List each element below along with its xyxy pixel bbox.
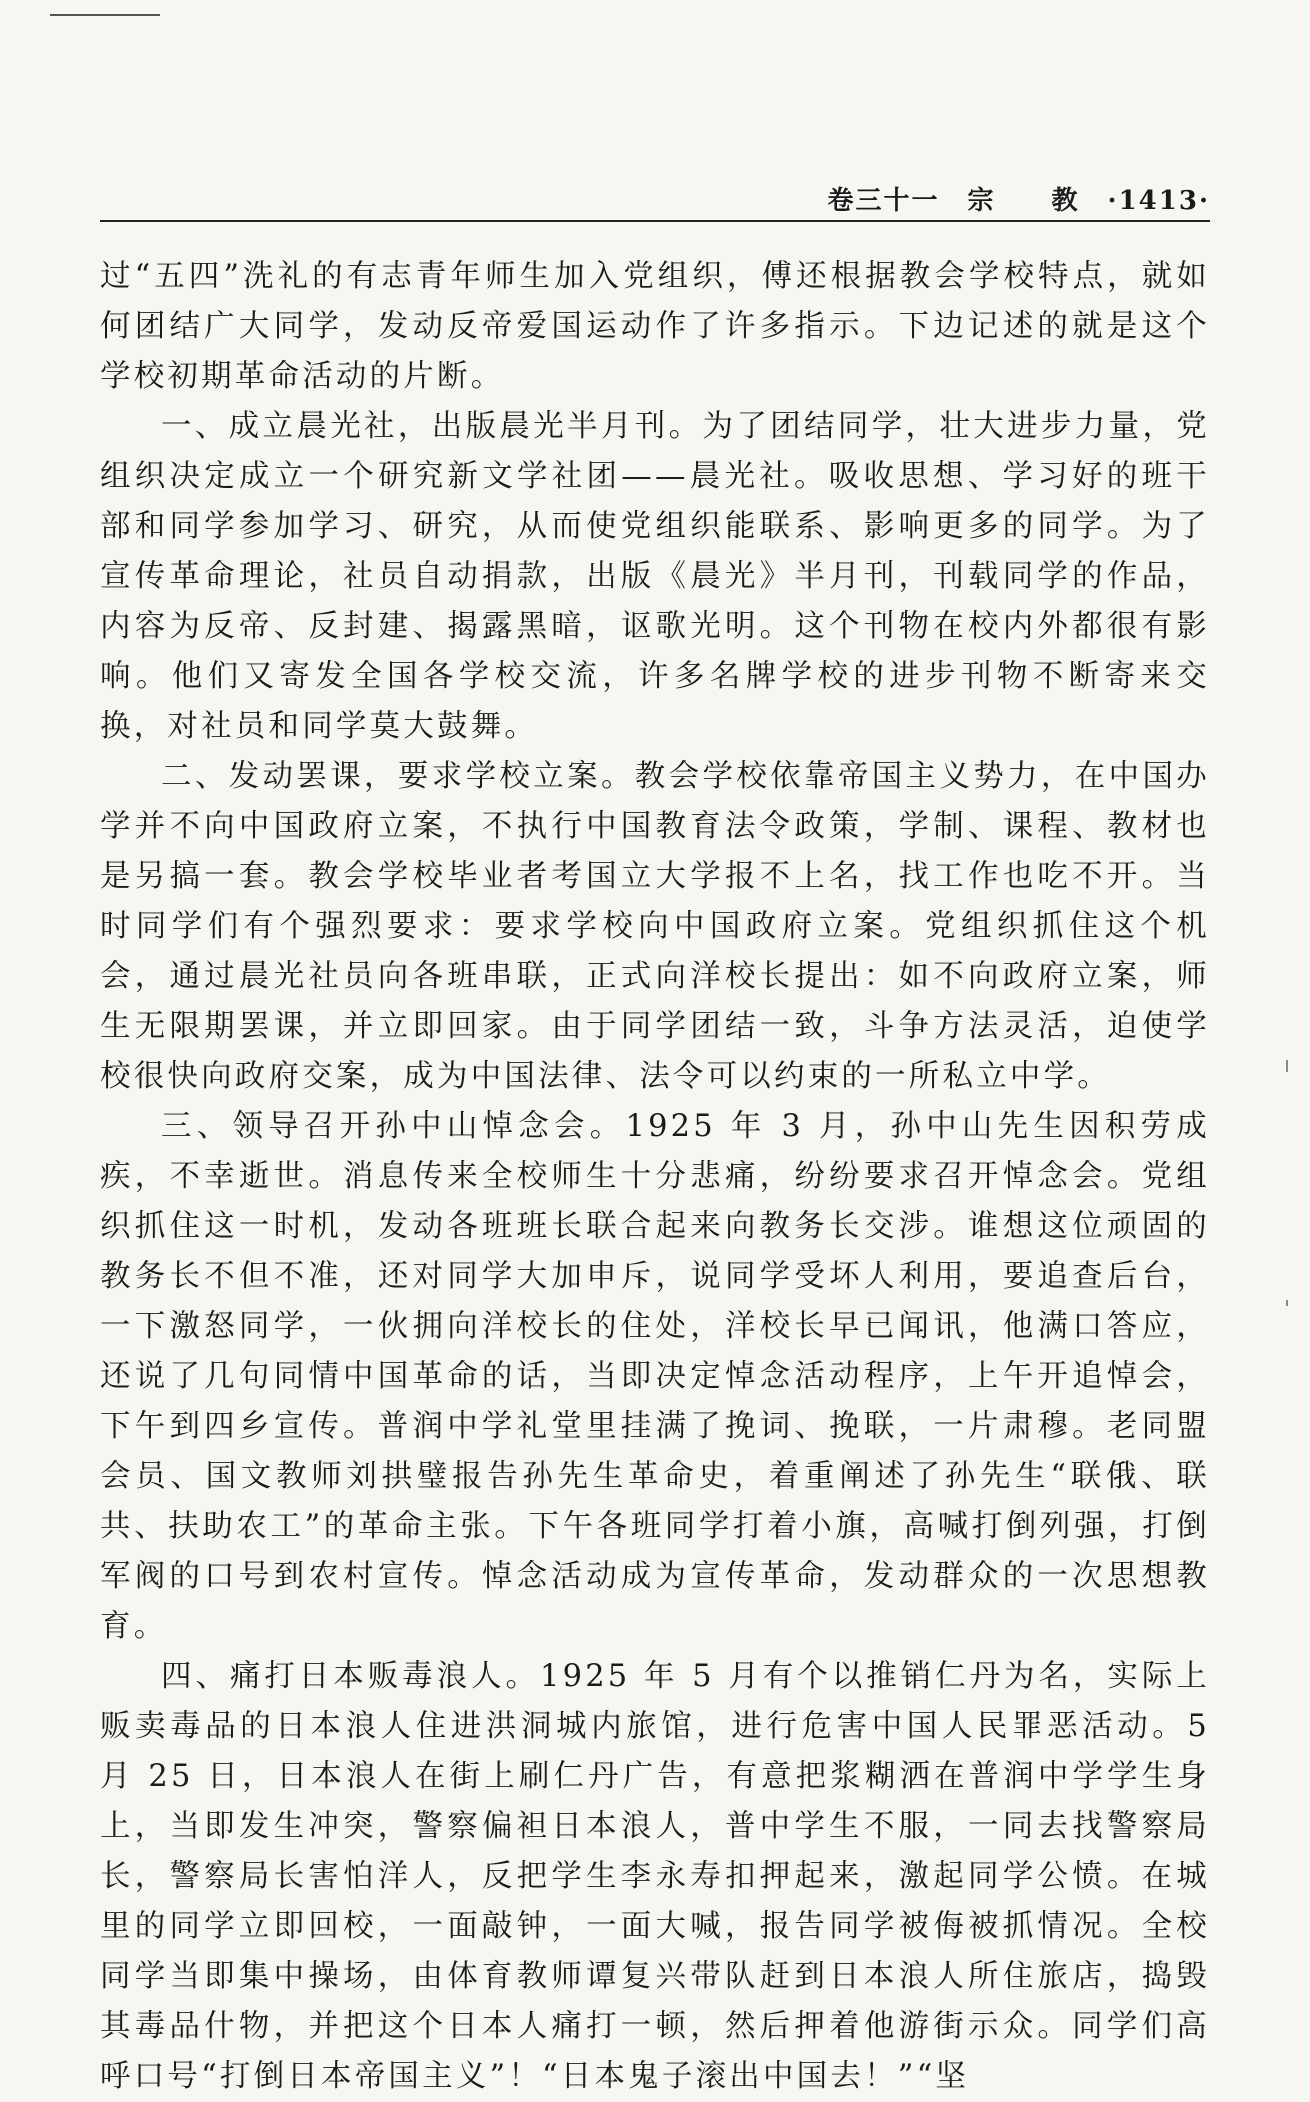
paragraph-section-2: 二、发动罢课，要求学校立案。教会学校依靠帝国主义势力，在中国办学并不向中国政府立案，不执行中国教育法令政策，学制、课程、教材也是另搞一套。教会学校毕业者考国立大学报不上名，找工作也吃不开。当时同学们有个强烈要求：要求学校向中国政府立案。党组织抓住这个机会，通过晨光社员向各班串联，正式向洋校长提出：如不向政府立案，师生无限期罢课，并立即回家。由于同学团结一致，斗争方法灵活，迫使学校很快向政府交案，成为中国法律、法令可以约束的一所私立中学。 (100, 759, 1210, 1094)
scan-edge-speck (1286, 1060, 1288, 1072)
paragraph-continued: 过“五四”洗礼的有志青年师生加入党组织，傅还根据教会学校特点，就如何团结广大同学，发动反帝爱国运动作了许多指示。下边记述的就是这个学校初期革命活动的片断。 (100, 259, 1210, 394)
scan-edge-mark (50, 14, 160, 16)
header-rule (100, 220, 1210, 222)
running-head (100, 180, 1210, 224)
paragraph-section-3: 三、领导召开孙中山悼念会。1925 年 3 月，孙中山先生因积劳成疾，不幸逝世。消息传来全校师生十分悲痛，纷纷要求召开悼念会。党组织抓住这一时机，发动各班班长联合起来向教务长交涉。谁想这位顽固的教务长不但不准，还对同学大加申斥，说同学受坏人利用，要追查后台，一下激怒同学，一伙拥向洋校长的住处，洋校长早已闻讯，他满口答应，还说了几句同情中国革命的话，当即决定悼念活动程序，上午开追悼会，下午到四乡宣传。普润中学礼堂里挂满了挽词、挽联，一片肃穆。老同盟会员、国文教师刘拱璧报告孙先生革命史，着重阐述了孙先生“联俄、联共、扶助农工”的革命主张。下午各班同学打着小旗，高喊打倒列强，打倒军阀的口号到农村宣传。悼念活动成为宣传革命，发动群众的一次思想教育。 (100, 1109, 1210, 1644)
running-head-text: 卷三十一 宗 教 ·1413· (827, 186, 1210, 216)
scan-edge-speck (1286, 1300, 1288, 1306)
page-body (100, 252, 1210, 2102)
paragraph-section-4: 四、痛打日本贩毒浪人。1925 年 5 月有个以推销仁丹为名，实际上贩卖毒品的日本浪人住进洪洞城内旅馆，进行危害中国人民罪恶活动。5 月 25 日，日本浪人在街上刷仁丹广告，有意把浆糊洒在普润中学学生身上，当即发生冲突，警察偏袒日本浪人，普中学生不服，一同去找警察局长，警察局长害怕洋人，反把学生李永寿扣押起来，激起同学公愤。在城里的同学立即回校，一面敲钟，一面大喊，报告同学被侮被抓情况。全校同学当即集中操场，由体育教师谭复兴带队赶到日本浪人所住旅店，捣毁其毒品什物，并把这个日本人痛打一顿，然后押着他游街示众。同学们高呼口号“打倒日本帝国主义”！“日本鬼子滚出中国去！”“坚 (100, 1659, 1210, 2094)
paragraph-section-1: 一、成立晨光社，出版晨光半月刊。为了团结同学，壮大进步力量，党组织决定成立一个研究新文学社团——晨光社。吸收思想、学习好的班干部和同学参加学习、研究，从而使党组织能联系、影响更多的同学。为了宣传革命理论，社员自动捐款，出版《晨光》半月刊，刊载同学的作品，内容为反帝、反封建、揭露黑暗，讴歌光明。这个刊物在校内外都很有影响。他们又寄发全国各学校交流，许多名牌学校的进步刊物不断寄来交换，对社员和同学莫大鼓舞。 (100, 409, 1210, 744)
